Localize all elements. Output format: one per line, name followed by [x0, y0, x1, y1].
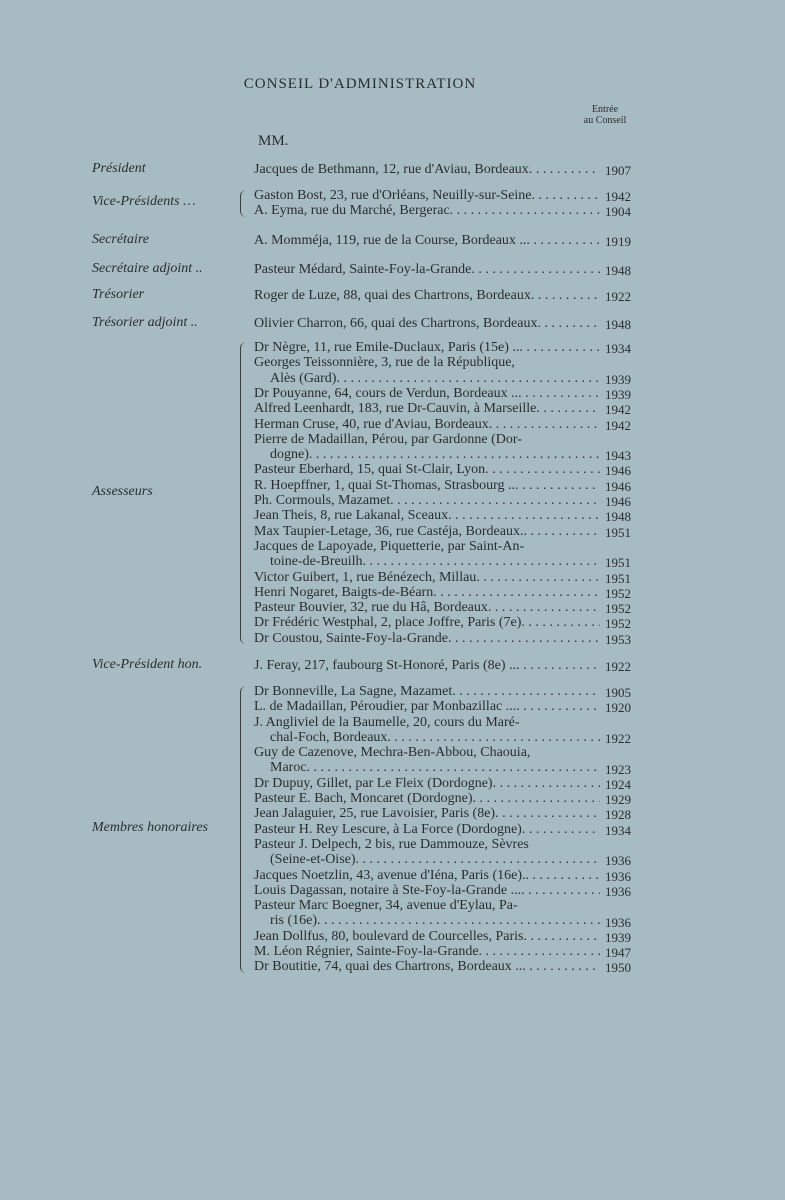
member-entry — [254, 539, 600, 570]
member-line — [254, 615, 600, 630]
member-entry — [254, 432, 600, 463]
member-text: Pasteur H. Rey Lescure, à La Force (Dordogne) — [254, 821, 522, 837]
member-text: Jacques de Lapoyade, Piquetterie, par Saint-An- — [254, 538, 525, 554]
member-entry — [254, 570, 600, 585]
member-text: Pierre de Madaillan, Pérou, par Gardonne (Dor- — [254, 431, 522, 447]
member-text: A. Eyma, rue du Marché, Bergerac — [254, 203, 450, 219]
member-entry — [254, 585, 600, 600]
entry-year: 1920 — [605, 700, 631, 716]
entry-year: 1922 — [605, 730, 631, 746]
entry-year: 1934 — [605, 822, 631, 838]
member-line — [254, 959, 600, 974]
entry-year: 1951 — [605, 555, 631, 571]
member-text: Henri Nogaret, Baigts-de-Béarn — [254, 584, 434, 600]
entry-year: 1936 — [605, 853, 631, 869]
member-text: Jean Jalaguier, 25, rue Lavoisier, Paris (8e) — [254, 806, 496, 822]
member-line — [254, 508, 600, 523]
entry-year: 1922 — [605, 289, 631, 304]
member-line — [254, 570, 600, 585]
role-label: Président — [92, 160, 146, 176]
leader-dots — [536, 401, 600, 416]
leader-dots — [537, 316, 600, 331]
entry-year: 1939 — [605, 371, 631, 387]
member-entry — [254, 658, 600, 673]
entry-year: 1953 — [605, 631, 631, 647]
member-line — [254, 316, 600, 331]
leader-dots — [519, 340, 600, 355]
member-text: Louis Dagassan, notaire à Ste-Foy-la-Grande ... — [254, 882, 522, 898]
member-text: Alfred Leenhardt, 183, rue Dr-Cauvin, à Marseille — [254, 401, 537, 417]
leader-dots — [479, 944, 600, 959]
member-line — [254, 837, 600, 852]
member-line — [254, 340, 600, 355]
leader-dots — [532, 188, 600, 203]
member-line — [254, 432, 600, 447]
entry-year: 1924 — [605, 776, 631, 792]
member-entry — [254, 699, 600, 714]
member-text: M. Léon Régnier, Sainte-Foy-la-Grande — [254, 944, 479, 960]
member-entry — [254, 806, 600, 821]
entry-year: 1936 — [605, 868, 631, 884]
leader-dots — [531, 288, 600, 303]
member-text: Olivier Charron, 66, quai des Chartrons, Bordeaux — [254, 316, 538, 331]
member-text: R. Hoepffner, 1, quai St-Thomas, Strasbourg .. — [254, 477, 516, 493]
member-line — [254, 524, 600, 539]
entry-year: 1946 — [605, 494, 631, 509]
member-text: chal-Foch, Bordeaux — [270, 729, 388, 745]
entry-year: 1942 — [605, 417, 631, 433]
leader-dots — [526, 868, 600, 883]
member-text: Jacques Noetzlin, 43, avenue d'Iéna, Paris (16e). — [254, 867, 526, 883]
member-entry — [254, 959, 600, 974]
leader-dots — [476, 570, 600, 585]
member-text: J. Angliviel de la Baumelle, 20, cours du Maré- — [254, 714, 520, 730]
member-line — [254, 447, 600, 462]
member-entry — [254, 929, 600, 944]
member-line — [254, 288, 600, 303]
page-title: CONSEIL D'ADMINISTRATION — [243, 76, 477, 92]
member-entry — [254, 631, 600, 646]
member-line — [254, 631, 600, 646]
member-text: Gaston Bost, 23, rue d'Orléans, Neuilly-sur-Seine — [254, 188, 532, 203]
member-line — [254, 203, 600, 218]
entry-year: 1952 — [605, 601, 631, 617]
member-text: dogne) — [270, 447, 309, 463]
member-entry — [254, 386, 600, 401]
leader-dots — [448, 631, 600, 646]
entry-year: 1922 — [605, 659, 631, 674]
member-text: Herman Cruse, 40, rue d'Aviau, Bordeaux — [254, 416, 489, 432]
entry-year: 1942 — [605, 402, 631, 418]
member-line — [254, 868, 600, 883]
member-text: Pasteur J. Delpech, 2 bis, rue Dammouze, Sèvres — [254, 837, 529, 852]
member-line — [254, 493, 600, 508]
leader-dots — [472, 791, 600, 806]
member-line — [254, 883, 600, 898]
member-line — [254, 188, 600, 203]
member-text: Dr Frédéric Westphal, 2, place Joffre, Paris (7e) — [254, 615, 522, 631]
member-text: Jean Theis, 8, rue Lakanal, Sceaux — [254, 508, 449, 524]
member-text: Dr Boutitie, 74, quai des Chartrons, Bordeaux .. — [254, 959, 523, 975]
leader-dots — [495, 806, 600, 821]
member-text: Roger de Luze, 88, quai des Chartrons, Bordeaux — [254, 288, 531, 303]
member-entry — [254, 288, 600, 303]
leader-dots — [336, 371, 600, 386]
entry-year: 1948 — [605, 317, 631, 332]
member-line — [254, 730, 600, 745]
leader-dots — [485, 462, 600, 477]
entry-year: 1947 — [605, 945, 631, 961]
leader-dots — [317, 913, 600, 928]
member-entry — [254, 822, 600, 837]
member-line — [254, 929, 600, 944]
member-line — [254, 760, 600, 775]
entry-year: 1943 — [605, 448, 631, 464]
member-line — [254, 233, 600, 248]
member-text: Pasteur E. Bach, Moncaret (Dordogne) — [254, 791, 473, 807]
member-entry — [254, 462, 600, 477]
member-line — [254, 806, 600, 821]
leader-dots — [518, 386, 600, 401]
entry-year: 1951 — [605, 570, 631, 586]
member-entry — [254, 524, 600, 539]
member-entry — [254, 600, 600, 615]
member-line — [254, 658, 600, 673]
leader-dots — [307, 760, 600, 775]
member-line — [254, 944, 600, 959]
member-entry — [254, 791, 600, 806]
entree-header — [560, 104, 650, 126]
entry-year: 1929 — [605, 792, 631, 808]
brace — [240, 190, 247, 217]
member-entry — [254, 883, 600, 898]
mm-heading: MM. — [258, 133, 289, 149]
leader-dots — [516, 658, 600, 673]
member-text: Guy de Cazenove, Mechra-Ben-Abbou, Chaouia, — [254, 745, 531, 761]
member-text: Dr Nègre, 11, rue Emile-Duclaux, Paris (15e) .. — [254, 340, 520, 355]
member-line — [254, 355, 600, 370]
entry-year: 1946 — [605, 463, 631, 479]
member-text: Dr Dupuy, Gillet, par Le Fleix (Dordogne) — [254, 775, 493, 791]
member-text: Alès (Gard) — [270, 370, 337, 386]
entry-year: 1939 — [605, 929, 631, 945]
member-entry — [254, 162, 600, 177]
leader-dots — [521, 883, 600, 898]
member-line — [254, 417, 600, 432]
member-line — [254, 585, 600, 600]
leader-dots — [489, 417, 600, 432]
member-text: Jacques de Bethmann, 12, rue d'Aviau, Bordeaux — [254, 162, 529, 177]
entry-year: 1951 — [605, 524, 631, 540]
entry-year: 1928 — [605, 807, 631, 823]
member-entry — [254, 508, 600, 523]
member-text: toine-de-Breuilh — [270, 554, 363, 570]
member-text: Jean Dollfus, 80, boulevard de Courcelles, Paris — [254, 928, 524, 944]
member-line — [254, 715, 600, 730]
role-label: Vice-Présidents … — [92, 194, 196, 210]
entry-year: 1946 — [605, 478, 631, 494]
member-line — [254, 745, 600, 760]
leader-dots — [522, 822, 600, 837]
entry-year: 1907 — [605, 163, 631, 178]
member-line — [254, 684, 600, 699]
member-entry — [254, 493, 600, 508]
entry-year: 1934 — [605, 341, 631, 356]
member-entry — [254, 837, 600, 868]
member-line — [254, 852, 600, 867]
role-label: Secrétaire — [92, 231, 150, 247]
leader-dots — [356, 852, 600, 867]
member-text: ris (16e) — [270, 913, 318, 929]
member-text: A. Momméja, 119, rue de la Course, Bordeaux .. — [254, 233, 527, 248]
member-text: Dr Bonneville, La Sagne, Mazamet — [254, 684, 453, 699]
entree-header-line1: Entrée — [591, 104, 619, 115]
member-text: J. Feray, 217, faubourg St-Honoré, Paris (8e) .. — [254, 658, 517, 673]
entry-year: 1948 — [605, 509, 631, 525]
member-line — [254, 776, 600, 791]
leader-dots — [526, 233, 600, 248]
member-line — [254, 371, 600, 386]
role-label: Trésorier — [92, 286, 145, 302]
member-line — [254, 462, 600, 477]
leader-dots — [309, 447, 600, 462]
member-text: Ph. Cormouls, Mazamet — [254, 493, 391, 508]
leader-dots — [488, 600, 600, 615]
leader-dots — [522, 959, 600, 974]
entry-year: 1923 — [605, 761, 631, 777]
member-entry — [254, 203, 600, 218]
member-line — [254, 539, 600, 554]
leader-dots — [471, 262, 600, 277]
role-label: Assesseurs — [92, 484, 153, 499]
member-entry — [254, 417, 600, 432]
entree-header-line2: au Conseil — [583, 115, 627, 126]
member-entry — [254, 233, 600, 248]
member-entry — [254, 355, 600, 386]
leader-dots — [387, 730, 600, 745]
member-line — [254, 600, 600, 615]
member-text: Dr Coustou, Sainte-Foy-la-Grande — [254, 630, 449, 646]
leader-dots — [433, 585, 600, 600]
entry-year: 1942 — [605, 189, 631, 204]
member-text: Maroc — [270, 760, 307, 776]
member-entry — [254, 188, 600, 203]
member-entry — [254, 340, 600, 355]
entry-year: 1936 — [605, 914, 631, 930]
member-text: Pasteur Bouvier, 32, rue du Hâ, Bordeaux — [254, 600, 488, 616]
leader-dots — [448, 508, 600, 523]
member-line — [254, 401, 600, 416]
member-line — [254, 478, 600, 493]
member-text: L. de Madaillan, Péroudier, par Monbazillac ... — [254, 699, 517, 715]
member-text: (Seine-et-Oise) — [270, 852, 356, 868]
member-entry — [254, 745, 600, 776]
role-label: Vice-Président hon. — [92, 656, 203, 672]
leader-dots — [529, 162, 600, 177]
member-text: Pasteur Médard, Sainte-Foy-la-Grande — [254, 262, 472, 277]
role-label: Trésorier adjoint .. — [92, 314, 198, 330]
entry-year: 1952 — [605, 616, 631, 632]
member-text: Georges Teissonnière, 3, rue de la République, — [254, 355, 515, 371]
member-entry — [254, 615, 600, 630]
entry-year: 1905 — [605, 685, 631, 700]
entry-year: 1948 — [605, 263, 631, 278]
member-entry — [254, 868, 600, 883]
leader-dots — [516, 699, 600, 714]
member-line — [254, 822, 600, 837]
brace — [240, 686, 247, 973]
leader-dots — [523, 524, 600, 539]
member-entry — [254, 262, 600, 277]
member-entry — [254, 944, 600, 959]
entry-year: 1939 — [605, 386, 631, 402]
entry-year: 1904 — [605, 204, 631, 220]
member-entry — [254, 401, 600, 416]
leader-dots — [450, 203, 600, 218]
member-text: Pasteur Eberhard, 15, quai St-Clair, Lyon — [254, 462, 486, 478]
entry-year: 1952 — [605, 585, 631, 601]
member-entry — [254, 898, 600, 929]
member-line — [254, 386, 600, 401]
member-text: Max Taupier-Letage, 36, rue Castéja, Bordeaux. — [254, 523, 524, 539]
leader-dots — [452, 684, 600, 699]
member-entry — [254, 715, 600, 746]
leader-dots — [390, 493, 600, 508]
leader-dots — [493, 776, 600, 791]
member-entry — [254, 478, 600, 493]
member-line — [254, 554, 600, 569]
member-line — [254, 262, 600, 277]
entry-year: 1936 — [605, 883, 631, 899]
member-line — [254, 699, 600, 714]
brace — [240, 342, 247, 644]
leader-dots — [521, 615, 600, 630]
member-line — [254, 913, 600, 928]
member-text: Dr Pouyanne, 64, cours de Verdun, Bordeaux .. — [254, 385, 519, 401]
member-entry — [254, 776, 600, 791]
role-label: Secrétaire adjoint .. — [92, 260, 203, 276]
member-line — [254, 791, 600, 806]
leader-dots — [523, 929, 600, 944]
member-text: Pasteur Marc Boegner, 34, avenue d'Eylau, Pa- — [254, 898, 518, 914]
leader-dots — [515, 478, 600, 493]
member-entry — [254, 316, 600, 331]
entry-year: 1950 — [605, 960, 631, 976]
member-line — [254, 898, 600, 913]
member-line — [254, 162, 600, 177]
entry-year: 1919 — [605, 234, 631, 249]
member-text: Victor Guibert, 1, rue Bénézech, Millau — [254, 569, 477, 585]
leader-dots — [363, 554, 600, 569]
role-label: Membres honoraires — [92, 820, 209, 836]
member-entry — [254, 684, 600, 699]
